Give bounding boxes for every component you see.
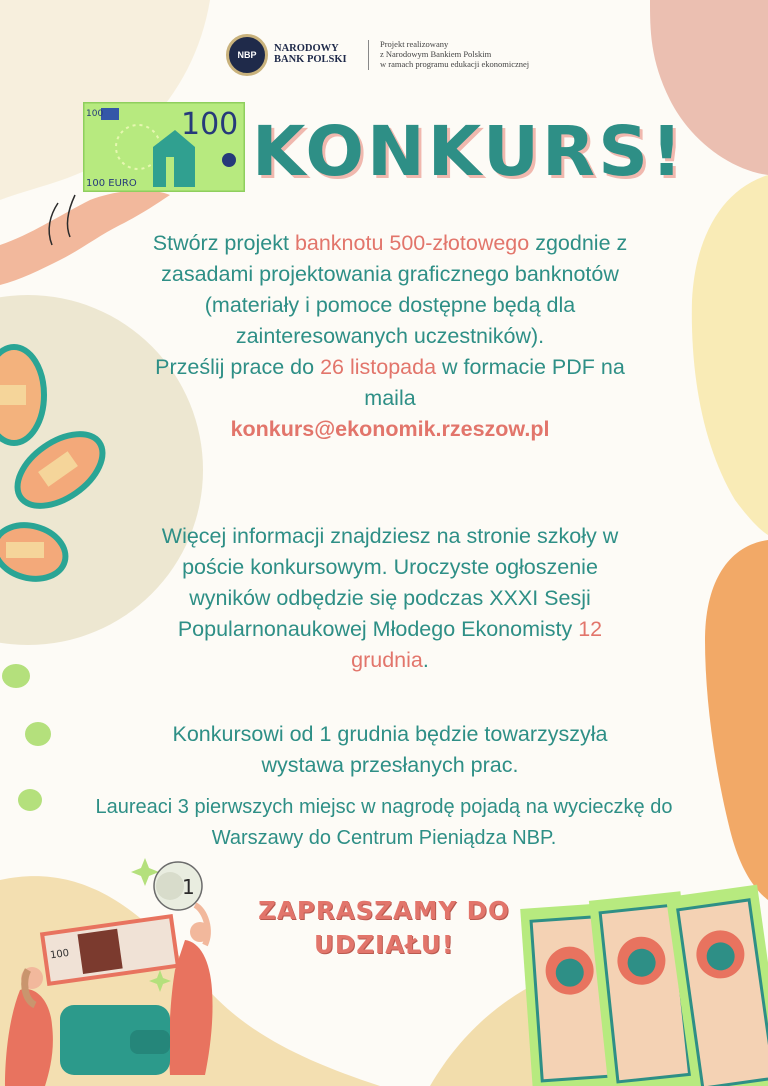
p1-highlight-banknote: banknotu 500-złotowego (294, 231, 530, 255)
banknotes-stack-illustration (520, 880, 768, 1086)
page-title: KONKURS! (252, 112, 686, 192)
nbp-logo: NBP (226, 34, 268, 76)
svg-text:100: 100 (181, 107, 239, 142)
p1-text-a: Stwórz projekt (152, 231, 295, 255)
p2-text-a: Więcej informacji znajdziesz na stronie szkoły w poście konkursowym. Uroczyste ogłoszenie wyników odbędzie się podczas XXXI Sesji Popularnonaukowej Młodego Ekonomisty (161, 524, 619, 641)
invitation-text (234, 894, 534, 962)
bank-name (274, 43, 347, 65)
p1-text-d: w formacie PDF na maila (364, 355, 625, 410)
people-money-illustration (0, 850, 270, 1086)
svg-text:1: 1 (182, 875, 195, 899)
p2-text-b: . (422, 648, 429, 672)
svg-text:100: 100 (49, 947, 70, 962)
project-line1: Projekt realizowany (380, 39, 449, 49)
invite-line2: UDZIAŁU! (314, 930, 454, 959)
bank-name-line1: NARODOWY (274, 43, 339, 54)
coins-illustration (0, 340, 110, 600)
exhibition-paragraph: Konkursowi od 1 grudnia będzie towarzyszyła wystawa przesłanych prac. (172, 722, 608, 777)
more-info-paragraph (140, 521, 640, 676)
project-info (380, 39, 529, 69)
contact-email[interactable]: konkurs@ekonomik.rzeszow.pl (230, 417, 550, 441)
prize-paragraph: Laureaci 3 pierwszych miejsc w nagrodę pojadą na wycieczkę do Warszawy do Centrum Pieniądza NBP. (95, 796, 673, 849)
project-line3: w ramach programu edukacji ekonomicznej (380, 59, 530, 69)
contest-description (140, 228, 640, 445)
svg-text:100: 100 (86, 109, 104, 119)
project-line2: z Narodowym Bankiem Polskim (380, 49, 492, 59)
bank-name-line2: BANK POLSKI (274, 54, 347, 65)
svg-text:100 EURO: 100 EURO (86, 178, 137, 189)
invite-line1: ZAPRASZAMY DO (258, 896, 510, 925)
p2-highlight-date: 12 grudnia (351, 617, 603, 672)
p1-text-c: Prześlij prace do (155, 355, 321, 379)
p1-text-b: zgodnie z zasadami projektowania graficznego banknotów (materiały i pomoce dostępne będą dla zainteresowanych uczestników). (161, 231, 628, 348)
euro-banknote-illustration (83, 102, 245, 192)
p1-highlight-deadline: 26 listopada (320, 355, 437, 379)
header-divider (368, 40, 369, 70)
